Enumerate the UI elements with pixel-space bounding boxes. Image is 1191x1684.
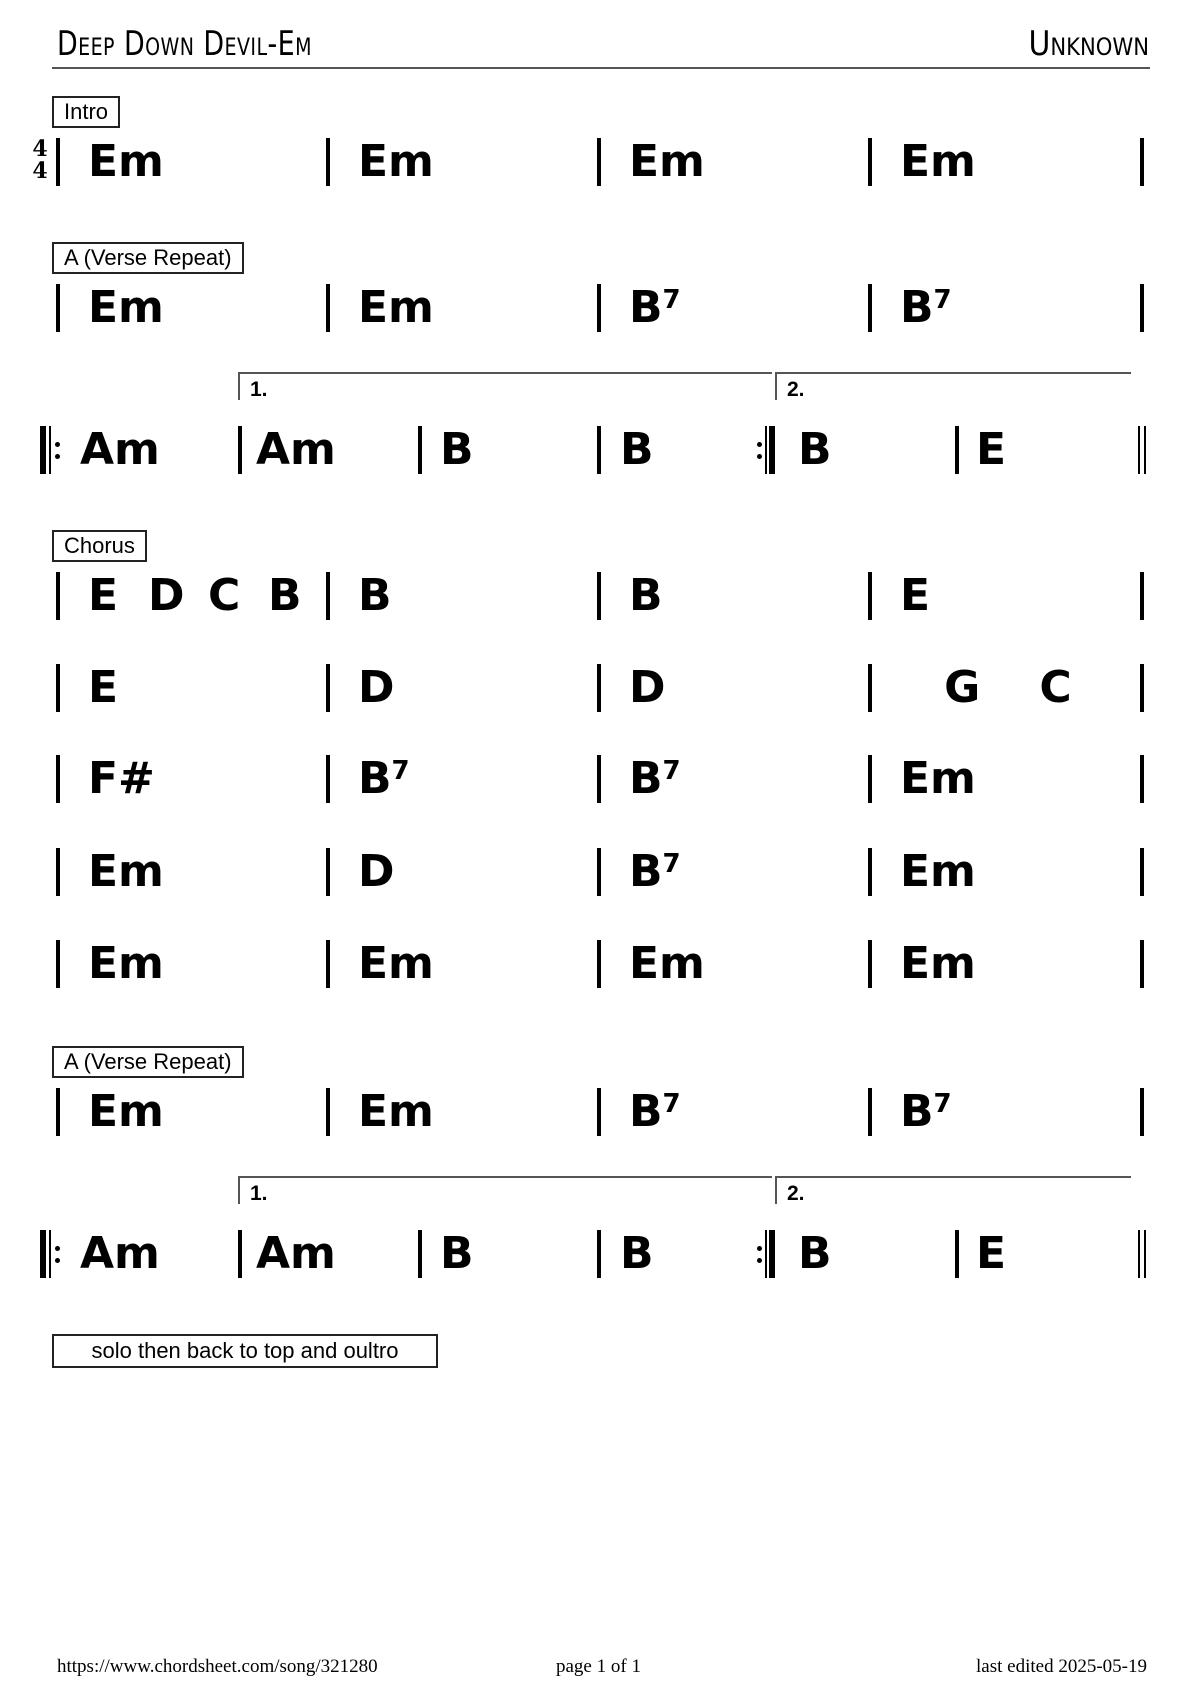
chord: D: [358, 662, 395, 713]
ending-1-bracket: [238, 372, 772, 400]
chord: B: [798, 424, 832, 475]
chord: B: [358, 570, 392, 621]
chord: Em: [88, 938, 164, 989]
chord: B: [440, 1228, 474, 1279]
barline: [868, 284, 872, 332]
chord-row: [0, 426, 1191, 474]
ending-2-bracket: [775, 1176, 1131, 1204]
chord: Em: [358, 1086, 434, 1137]
chord: $B^7$: [629, 753, 681, 804]
barline: [418, 1230, 422, 1278]
barline: [326, 1088, 330, 1136]
barline: [56, 664, 60, 712]
barline: [238, 1230, 242, 1278]
final-double-barline: [1138, 1230, 1148, 1278]
chord-row: [0, 572, 1191, 620]
chord: Em: [629, 136, 705, 187]
barline: [597, 848, 601, 896]
barline: [56, 848, 60, 896]
chord-row: [0, 848, 1191, 896]
barline: [326, 664, 330, 712]
chord: B: [798, 1228, 832, 1279]
barline: [868, 755, 872, 803]
ending-2-label: 2.: [787, 1182, 805, 1205]
barline: [1140, 284, 1144, 332]
barline: [238, 426, 242, 474]
section-label: Intro: [52, 96, 120, 128]
barline: [56, 284, 60, 332]
barline: [868, 572, 872, 620]
repeat-end-sign: [757, 1230, 781, 1278]
barline: [1140, 848, 1144, 896]
barline: [597, 755, 601, 803]
chord-row: [0, 138, 1191, 186]
barline: [597, 664, 601, 712]
time-signature-top: 4: [32, 136, 48, 162]
chord: $B^7$: [629, 282, 681, 333]
barline: [597, 138, 601, 186]
chord: D: [148, 570, 185, 621]
song-header: [57, 22, 1149, 62]
chord: E: [976, 1228, 1007, 1279]
chord: Am: [256, 424, 336, 475]
chord: $B^7$: [358, 753, 410, 804]
section-label: A (Verse Repeat): [52, 1046, 244, 1078]
barline: [56, 138, 60, 186]
chord: Em: [358, 938, 434, 989]
chord: B: [629, 570, 663, 621]
barline: [1140, 1088, 1144, 1136]
chord: E: [88, 570, 119, 621]
barline: [326, 284, 330, 332]
chord-row: [0, 940, 1191, 988]
ending-1-bracket: [238, 1176, 772, 1204]
chord: B: [620, 424, 654, 475]
chord: $B^7$: [629, 846, 681, 897]
chord: $B^7$: [629, 1086, 681, 1137]
chord-row: [0, 755, 1191, 803]
repeat-end-sign: [757, 426, 781, 474]
chord: Em: [900, 136, 976, 187]
section-label: Chorus: [52, 530, 147, 562]
barline: [868, 940, 872, 988]
chord: B: [268, 570, 302, 621]
chord: Em: [900, 753, 976, 804]
chord: D: [629, 662, 666, 713]
chord: Em: [900, 938, 976, 989]
barline: [868, 138, 872, 186]
ending-1-label: 1.: [250, 378, 268, 401]
song-author: Unknown: [1028, 24, 1149, 64]
repeat-start-sign: [40, 426, 64, 474]
chord: E: [900, 570, 931, 621]
barline: [597, 426, 601, 474]
barline: [326, 848, 330, 896]
barline: [868, 1088, 872, 1136]
barline: [955, 1230, 959, 1278]
chord: Em: [358, 282, 434, 333]
barline: [326, 138, 330, 186]
barline: [56, 940, 60, 988]
barline: [868, 664, 872, 712]
barline: [1140, 755, 1144, 803]
chord-row: [0, 1088, 1191, 1136]
barline: [597, 940, 601, 988]
chord: B: [620, 1228, 654, 1279]
ending-2-bracket: [775, 372, 1131, 400]
barline: [955, 426, 959, 474]
barline: [1140, 940, 1144, 988]
final-double-barline: [1138, 426, 1148, 474]
chord: Em: [358, 136, 434, 187]
chord: B: [440, 424, 474, 475]
song-title: Deep Down Devil-Em: [57, 24, 312, 64]
section-label: A (Verse Repeat): [52, 242, 244, 274]
chord: Am: [80, 424, 160, 475]
chord: C: [208, 570, 241, 621]
chord-row: [0, 284, 1191, 332]
chord: C: [1039, 662, 1072, 713]
chord: Em: [88, 846, 164, 897]
time-signature-bottom: 4: [32, 158, 48, 184]
chord: $B^7$: [900, 1086, 952, 1137]
barline: [597, 572, 601, 620]
last-edited-date: last edited 2025-05-19: [976, 1656, 1147, 1677]
barline: [1140, 138, 1144, 186]
barline: [326, 755, 330, 803]
chord: E: [88, 662, 119, 713]
chord: $B^7$: [900, 282, 952, 333]
barline: [418, 426, 422, 474]
barline: [1140, 572, 1144, 620]
song-url-link[interactable]: https://www.chordsheet.com/song/321280: [57, 1656, 378, 1677]
chord: E: [976, 424, 1007, 475]
barline: [1140, 664, 1144, 712]
barline: [597, 1088, 601, 1136]
chord: D: [358, 846, 395, 897]
barline: [597, 284, 601, 332]
barline: [326, 572, 330, 620]
barline: [868, 848, 872, 896]
ending-2-label: 2.: [787, 378, 805, 401]
repeat-start-sign: [40, 1230, 64, 1278]
chord: Em: [900, 846, 976, 897]
page-number: page 1 of 1: [556, 1656, 641, 1677]
chord: Em: [88, 282, 164, 333]
chord: Am: [80, 1228, 160, 1279]
chord-row: [0, 664, 1191, 712]
chord: Em: [88, 136, 164, 187]
chord: Am: [256, 1228, 336, 1279]
barline: [56, 572, 60, 620]
ending-1-label: 1.: [250, 1182, 268, 1205]
chord-row: [0, 1230, 1191, 1278]
chord: G: [944, 662, 981, 713]
chord: Em: [629, 938, 705, 989]
barline: [597, 1230, 601, 1278]
barline: [326, 940, 330, 988]
header-divider: [52, 67, 1150, 69]
barline: [56, 1088, 60, 1136]
chord: F#: [88, 753, 155, 804]
barline: [56, 755, 60, 803]
time-signature: [32, 138, 48, 182]
performance-note: solo then back to top and oultro: [52, 1334, 438, 1368]
chord: Em: [88, 1086, 164, 1137]
